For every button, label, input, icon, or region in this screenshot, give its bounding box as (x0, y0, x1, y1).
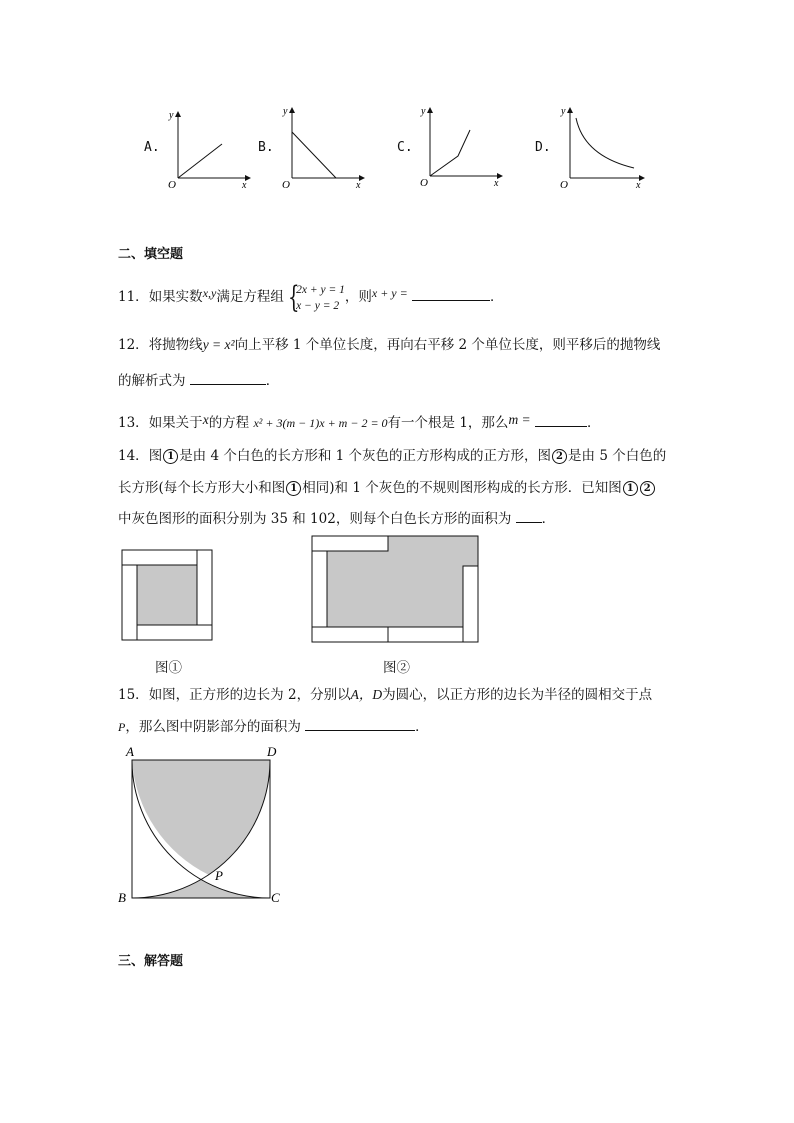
option-b-graph (278, 104, 368, 190)
option-a-label: A. (144, 140, 160, 155)
shaded-region-bottom (132, 880, 270, 898)
option-c-label: C. (397, 140, 413, 155)
answer-blank[interactable] (535, 412, 587, 427)
white-rect-bottom-left (312, 627, 388, 642)
answer-blank[interactable] (305, 716, 415, 731)
figure-2 (310, 534, 482, 646)
white-rect-top (312, 536, 388, 551)
answer-blank[interactable] (412, 286, 490, 301)
option-d-label: D. (535, 140, 551, 155)
figure-1 (120, 548, 216, 644)
white-rect-right (463, 566, 478, 642)
question-14-line3: 中灰色图形的面积分别为 35 和 102，则每个白色长方形的面积为 ． (118, 508, 555, 529)
graph-line (178, 144, 222, 178)
equation-system: { 2x + y = 1 x − y = 2 (288, 280, 345, 315)
section-2-title: 二、填空题 (118, 247, 184, 262)
white-rect-right (197, 550, 212, 625)
option-d-graph (556, 104, 648, 190)
x-axis-label: x (356, 180, 361, 190)
option-c-graph (416, 104, 506, 190)
origin-label: O (420, 177, 428, 189)
white-rect-bottom-right (388, 627, 463, 642)
origin-label: O (560, 179, 568, 190)
y-axis-label: y (169, 110, 174, 121)
figure-15 (114, 740, 294, 910)
y-axis-label: y (283, 106, 288, 117)
white-rect-top (122, 550, 197, 565)
graph-curve (576, 118, 634, 168)
white-rect-left (312, 551, 327, 627)
origin-label: O (282, 179, 290, 190)
label-c: C (271, 890, 280, 905)
origin-label: O (168, 179, 176, 190)
y-axis-label: y (561, 106, 566, 117)
white-rect-left (122, 565, 137, 640)
question-12: 12．将抛物线y = x²向上平移 1 个单位长度，再向右平移 2 个单位长度，则平移后的抛物线 (118, 337, 661, 353)
label-a: A (126, 744, 134, 759)
label-p: P (215, 868, 223, 883)
question-13: 13．如果关于x的方程 x² + 3(m − 1)x + m − 2 = 0有一个根是 1，那么m = ． (118, 412, 601, 431)
white-rect-bottom (137, 625, 212, 640)
question-11: 11．如果实数x,y满足方程组 { 2x + y = 1 x − y = 2 ，则x + y = ． (118, 280, 504, 315)
x-axis-label: x (242, 180, 247, 190)
x-axis-label: x (636, 180, 641, 190)
option-a-graph (164, 108, 254, 190)
graph-line (430, 130, 470, 176)
question-12-line2: 的解析式为 ． (118, 370, 279, 391)
option-b-label: B. (258, 140, 274, 155)
outer-rect (312, 536, 478, 642)
question-15-line2: P，那么图中阴影部分的面积为 ． (118, 716, 429, 737)
label-d: D (267, 744, 277, 759)
figure-1-caption: 图① (155, 660, 182, 676)
answer-blank[interactable] (190, 370, 266, 385)
x-axis-label: x (494, 178, 499, 189)
figure-2-caption: 图② (383, 660, 410, 676)
label-b: B (118, 890, 126, 905)
question-14-line2: 长方形(每个长方形大小和图 1 相同)和 1 个灰色的不规则图形构成的长方形．已知图 1 2 (118, 478, 656, 498)
gray-square (137, 565, 197, 625)
question-14-line1: 14．图 1 是由 4 个白色的长方形和 1 个灰色的正方形构成的正方形，图 2 是由 5 个白色的 (118, 448, 667, 464)
shaded-region-top (132, 760, 270, 875)
section-3-title: 三、解答题 (118, 954, 184, 969)
graph-line (292, 132, 336, 178)
answer-blank[interactable] (516, 508, 542, 523)
question-15-line1: 15．如图，正方形的边长为 2，分别以A，D为圆心，以正方形的边长为半径的圆相交于点 (118, 687, 653, 703)
y-axis-label: y (421, 106, 426, 117)
